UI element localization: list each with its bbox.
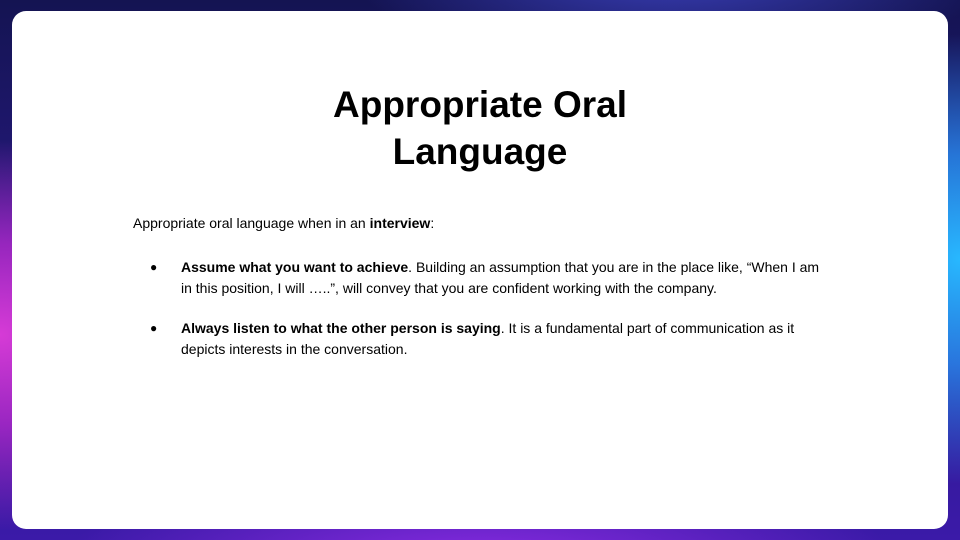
slide-title-line-1: Appropriate Oral — [333, 84, 627, 125]
intro-text: Appropriate oral language when in an — [133, 215, 370, 231]
bullet-item — [133, 318, 833, 360]
slide-card — [12, 11, 948, 529]
slide-body — [133, 213, 833, 379]
slide-title — [12, 81, 948, 175]
bullet-item — [133, 257, 833, 299]
bullet-heading: Assume what you want to achieve — [181, 259, 409, 275]
bullet-text: . Building an assumption that you are in the place like, “When I am in this position, I will …..”, will convey that you are confident working with the company. — [181, 259, 820, 296]
bullet-heading: Always listen to what the other person is saying — [181, 320, 501, 336]
bullet-list — [133, 257, 833, 360]
bullet-text: . It is a fundamental part of communication as it depicts interests in the conversation. — [181, 320, 795, 357]
intro-colon: : — [430, 215, 435, 231]
intro-keyword: interview — [369, 215, 431, 231]
slide-title-line-2: Language — [392, 131, 568, 172]
intro-paragraph — [133, 213, 833, 233]
bullet-dot-icon: ● — [150, 260, 158, 274]
bullet-dot-icon: ● — [150, 321, 158, 335]
